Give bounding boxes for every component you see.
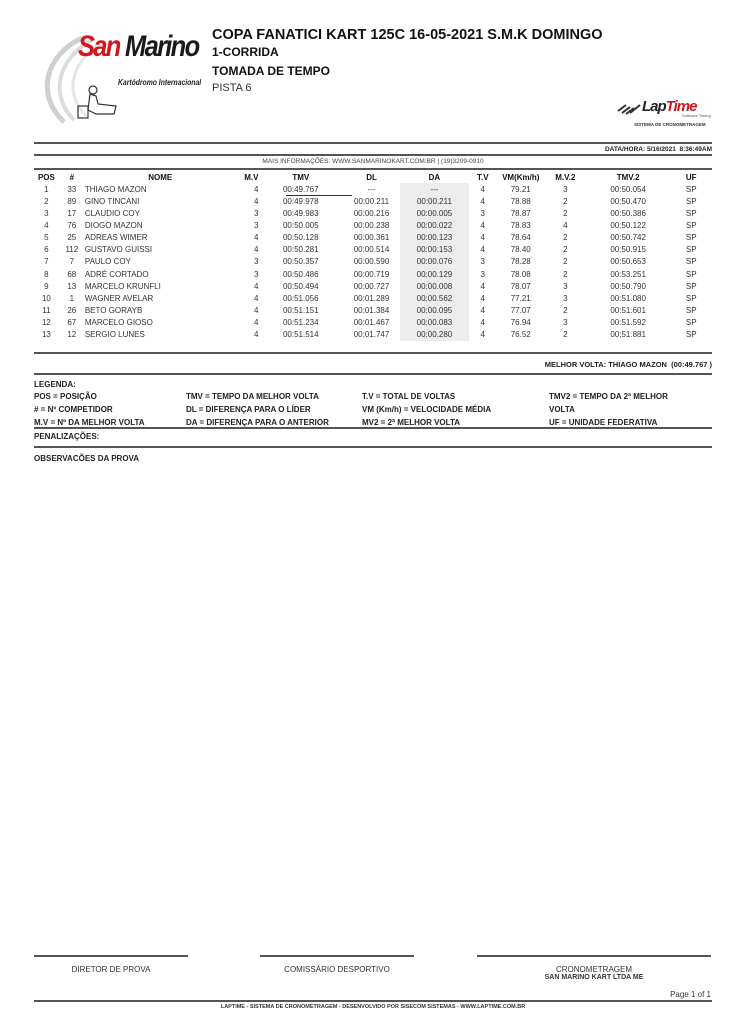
director-label: DIRETOR DE PROVA <box>71 965 151 974</box>
legend-item: M.V = Nº DA MELHOR VOLTA <box>34 418 145 427</box>
cell-mv: 4 <box>253 245 259 255</box>
col-name: NOME <box>148 173 173 182</box>
cell-mv2: 3 <box>563 184 568 194</box>
cell-name: PAULO COY <box>84 257 131 267</box>
cell-pos: 8 <box>44 269 49 279</box>
cell-vm: 78.40 <box>510 245 531 255</box>
cell-vm: 78.88 <box>510 196 531 206</box>
cell-tv: 4 <box>480 330 485 340</box>
col-pos: POS <box>37 173 55 182</box>
cell-da: 00:00.008 <box>400 280 469 292</box>
legend-item: VOLTA <box>549 405 575 414</box>
cell-mv2: 2 <box>563 196 568 206</box>
cell-tv: 4 <box>480 293 485 303</box>
table-row <box>34 195 712 207</box>
cell-da: 00:00.022 <box>400 219 469 231</box>
cell-da: 00:00.129 <box>400 268 469 280</box>
cell-dl: 00:01.467 <box>353 318 390 328</box>
cell-uf: SP <box>685 257 697 267</box>
cell-da: 00:00.153 <box>400 244 469 256</box>
cell-number: 68 <box>67 269 77 279</box>
legend-title: LEGENDA: <box>34 380 76 389</box>
track-name: PISTA 6 <box>212 82 252 94</box>
cell-number: 67 <box>67 318 77 328</box>
legend-item: T.V = TOTAL DE VOLTAS <box>362 392 456 401</box>
cell-vm: 77.21 <box>510 293 531 303</box>
cell-tv: 4 <box>480 245 485 255</box>
event-title: COPA FANATICI KART 125C 16-05-2021 S.M.K DOMINGO <box>212 27 603 43</box>
cell-da: 00:00.005 <box>400 207 469 219</box>
best-lap: MELHOR VOLTA: THIAGO MAZON (00:49.767 ) <box>544 360 712 369</box>
cell-dl: 00:00.590 <box>353 257 390 267</box>
cell-mv2: 2 <box>563 208 568 218</box>
cell-tv: 3 <box>480 208 485 218</box>
cell-tmv2: 00:50.470 <box>610 196 646 206</box>
cell-number: 25 <box>67 233 77 243</box>
cell-pos: 5 <box>44 233 49 243</box>
report-datetime: DATA/HORA: 5/16/2021 8:36:49AM <box>604 146 712 153</box>
laptime-system-label: SISTEMA DE CRONOMETRAGEM <box>634 122 706 127</box>
legend-item: MV2 = 2ª MELHOR VOLTA <box>362 418 461 427</box>
cell-uf: SP <box>685 269 697 279</box>
cell-mv: 3 <box>253 257 259 267</box>
cell-number: 17 <box>67 208 77 218</box>
cell-dl: 00:00.216 <box>353 208 390 218</box>
divider <box>34 168 712 170</box>
cell-tmv: 00:49.978 <box>282 196 319 206</box>
cell-da: 00:00.076 <box>400 256 469 268</box>
divider <box>34 427 712 429</box>
cell-uf: SP <box>685 196 697 206</box>
cell-number: 7 <box>69 257 75 267</box>
legend-item: UF = UNIDADE FEDERATIVA <box>549 418 658 427</box>
cell-tmv: 00:49.767 <box>282 184 319 194</box>
cell-tv: 4 <box>480 184 485 194</box>
cell-number: 13 <box>67 281 77 291</box>
col-number: # <box>69 173 75 182</box>
signature-line-timing <box>477 955 711 957</box>
divider <box>34 1000 712 1002</box>
cell-uf: SP <box>685 245 697 255</box>
observations-label: OBSERVACÕES DA PROVA <box>34 454 140 463</box>
cell-uf: SP <box>685 330 697 340</box>
cell-uf: SP <box>685 293 697 303</box>
cell-mv2: 3 <box>563 281 568 291</box>
table-row <box>34 207 712 219</box>
table-row <box>34 292 712 304</box>
cell-da: --- <box>400 183 469 195</box>
cell-vm: 78.28 <box>510 257 531 267</box>
cell-uf: SP <box>685 318 697 328</box>
cell-mv2: 3 <box>563 318 568 328</box>
col-uf: UF <box>685 173 697 182</box>
cell-number: 26 <box>67 305 77 315</box>
cell-name: GUSTAVO GUISSI <box>84 245 153 255</box>
cell-da: 00:00.095 <box>400 304 469 316</box>
cell-pos: 1 <box>44 184 49 194</box>
col-dl: DL <box>366 173 377 182</box>
divider <box>34 142 712 144</box>
cell-mv: 4 <box>253 305 259 315</box>
cell-tmv2: 00:50.054 <box>610 184 646 194</box>
cell-tv: 4 <box>480 318 485 328</box>
cell-uf: SP <box>685 281 697 291</box>
cell-dl: 00:01.747 <box>353 330 390 340</box>
cell-name: GINO TINCANI <box>84 196 140 206</box>
cell-dl: 00:00.211 <box>354 196 390 206</box>
cell-da: 00:00.562 <box>400 292 469 304</box>
cell-tmv2: 00:50.790 <box>610 281 646 291</box>
cell-tmv: 00:50.486 <box>282 269 319 279</box>
cell-tmv2: 00:50.653 <box>610 257 646 267</box>
cell-name: MARCELO KRUNFLI <box>84 281 161 291</box>
cell-tmv2: 00:50.386 <box>610 208 646 218</box>
table-row <box>34 256 712 268</box>
cell-dl: 00:00.719 <box>353 269 390 279</box>
cell-dl: 00:00.514 <box>353 245 390 255</box>
san-marino-logo <box>34 26 214 126</box>
cell-name: CLAUDIO COY <box>84 208 140 218</box>
col-mv2: M.V.2 <box>555 173 576 182</box>
cell-vm: 78.87 <box>510 208 531 218</box>
cell-tmv2: 00:50.742 <box>610 233 646 243</box>
table-row <box>34 280 712 292</box>
cell-tv: 3 <box>480 269 485 279</box>
cell-mv: 4 <box>253 330 259 340</box>
cell-name: ADREAS WIMER <box>84 233 148 243</box>
cell-tv: 3 <box>480 257 485 267</box>
legend-item: # = Nº COMPETIDOR <box>34 405 113 414</box>
cell-number: 1 <box>69 293 75 303</box>
cell-dl: 00:00.238 <box>353 220 390 230</box>
results-table <box>34 172 712 341</box>
cell-uf: SP <box>685 184 697 194</box>
session-type: TOMADA DE TEMPO <box>212 64 331 78</box>
cell-uf: SP <box>685 305 697 315</box>
cell-mv2: 2 <box>563 233 568 243</box>
table-row <box>34 317 712 329</box>
cell-tv: 4 <box>480 281 485 291</box>
table-row <box>34 329 712 341</box>
laptime-tagline: Software Timing <box>682 113 711 118</box>
cell-dl: 00:00.361 <box>353 233 390 243</box>
cell-tv: 4 <box>480 196 485 206</box>
cell-pos: 13 <box>41 330 51 340</box>
table-row <box>34 232 712 244</box>
cell-name: THIAGO MAZON <box>84 184 147 194</box>
divider <box>34 352 712 354</box>
cell-da: 00:00.280 <box>400 329 469 341</box>
cell-uf: SP <box>685 208 697 218</box>
cell-vm: 76.94 <box>510 318 531 328</box>
col-mv: M.V <box>244 173 259 182</box>
col-tmv: TMV <box>292 173 310 182</box>
cell-da: 00:00.083 <box>400 317 469 329</box>
cell-mv: 4 <box>253 293 259 303</box>
cell-mv: 3 <box>253 208 259 218</box>
cell-tmv: 00:50.128 <box>282 233 319 243</box>
cell-tmv: 00:51.234 <box>282 318 319 328</box>
table-row <box>34 183 712 195</box>
cell-number: 33 <box>67 184 77 194</box>
cell-tmv: 00:51.151 <box>282 305 319 315</box>
cell-number: 89 <box>67 196 77 206</box>
cell-pos: 2 <box>44 196 49 206</box>
table-row <box>34 244 712 256</box>
cell-name: DIOGO MAZON <box>84 220 143 230</box>
cell-tmv: 00:51.514 <box>282 330 319 340</box>
cell-tmv: 00:51.056 <box>282 293 319 303</box>
logo-text-red: San <box>78 30 126 63</box>
commissioner-label: COMISSÁRIO DESPORTIVO <box>284 965 390 974</box>
legend-item: TMV = TEMPO DA MELHOR VOLTA <box>186 392 319 401</box>
legend-item: DA = DIFERENÇA PARA O ANTERIOR <box>186 418 329 427</box>
cell-mv2: 3 <box>563 293 568 303</box>
laptime-wordmark: LapTime <box>642 98 697 115</box>
cell-number: 112 <box>65 245 79 255</box>
cell-dl: 00:00.727 <box>353 281 390 291</box>
cell-pos: 9 <box>44 281 49 291</box>
laptime-logo <box>616 98 714 132</box>
col-da: DA <box>428 173 441 182</box>
col-tmv2: TMV.2 <box>616 173 640 182</box>
legend-item: VM (Km/h) = VELOCIDADE MÉDIA <box>362 405 492 414</box>
cell-tmv2: 00:51.592 <box>610 318 646 328</box>
cell-mv: 4 <box>253 233 259 243</box>
timing-label: CRONOMETRAGEM <box>556 965 632 974</box>
cell-tmv2: 00:53.251 <box>610 269 646 279</box>
cell-pos: 3 <box>44 208 49 218</box>
cell-mv2: 2 <box>563 245 568 255</box>
cell-pos: 4 <box>44 220 49 230</box>
cell-da: 00:00.123 <box>400 232 469 244</box>
cell-mv2: 2 <box>563 257 568 267</box>
col-vm: VM(Km/h) <box>502 173 540 182</box>
signature-line-director <box>34 955 188 957</box>
race-subtitle: 1-CORRIDA <box>212 45 279 59</box>
cell-tmv: 00:50.005 <box>282 220 319 230</box>
cell-dl: 00:01.289 <box>353 293 390 303</box>
cell-uf: SP <box>685 220 697 230</box>
table-header-row <box>34 172 712 183</box>
cell-pos: 7 <box>44 257 49 267</box>
cell-vm: 78.08 <box>510 269 531 279</box>
cell-tmv: 00:50.494 <box>282 281 319 291</box>
cell-uf: SP <box>685 233 697 243</box>
footer-credits: LAPTIME - SISTEMA DE CRONOMETRAGEM - DESENVOLVIDO POR SISECOM SISTEMAS - WWW.LAPTIME.COM.BR <box>220 1004 526 1010</box>
timing-company: SAN MARINO KART LTDA ME <box>544 974 644 981</box>
cell-name: WAGNER AVELAR <box>84 293 154 303</box>
more-info: MAIS INFORMAÇÕES: WWW.SANMARINOKART.COM.BR | (19)3209-0910 <box>262 158 484 165</box>
table-row <box>34 268 712 280</box>
cell-name: BETO GORAYB <box>84 305 143 315</box>
cell-mv: 4 <box>253 196 259 206</box>
page-number: Page 1 of 1 <box>670 990 711 999</box>
table-row <box>34 304 712 316</box>
table-row <box>34 219 712 231</box>
penalties-label: PENALIZAÇÕES: <box>34 432 100 441</box>
cell-vm: 78.83 <box>510 220 531 230</box>
cell-mv: 4 <box>253 184 259 194</box>
signature-line-commissioner <box>260 955 414 957</box>
cell-mv2: 4 <box>563 220 568 230</box>
cell-tmv: 00:50.357 <box>282 257 319 267</box>
divider <box>34 154 712 156</box>
legend-item: DL = DIFERENÇA PARA O LÍDER <box>186 405 311 414</box>
cell-mv2: 2 <box>563 330 568 340</box>
cell-tmv2: 00:51.080 <box>610 293 646 303</box>
cell-name: MARCELO GIOSO <box>84 318 153 328</box>
cell-name: SERGIO LUNES <box>84 330 145 340</box>
divider <box>34 373 712 375</box>
logo-subtitle: Kartódromo Internacional <box>118 78 202 87</box>
cell-mv: 3 <box>253 220 259 230</box>
cell-vm: 76.52 <box>510 330 531 340</box>
cell-tmv2: 00:51.881 <box>610 330 646 340</box>
cell-vm: 78.64 <box>510 233 531 243</box>
cell-number: 76 <box>67 220 77 230</box>
cell-vm: 78.07 <box>510 281 531 291</box>
cell-vm: 77.07 <box>510 305 531 315</box>
legend-item: TMV2 = TEMPO DA 2ª MELHOR <box>549 392 668 401</box>
cell-tmv: 00:49.983 <box>282 208 319 218</box>
cell-number: 12 <box>67 330 77 340</box>
cell-dl: 00:01.384 <box>353 305 390 315</box>
cell-tmv2: 00:50.915 <box>610 245 646 255</box>
cell-name: ADRÉ CORTADO <box>84 269 149 279</box>
cell-pos: 12 <box>41 318 51 328</box>
divider <box>34 446 712 448</box>
logo-text <box>78 30 198 64</box>
cell-vm: 79.21 <box>510 184 531 194</box>
cell-mv: 4 <box>253 281 259 291</box>
legend-item: POS = POSIÇÃO <box>34 392 97 401</box>
cell-dl: --- <box>367 184 376 194</box>
cell-tmv2: 00:51.601 <box>610 305 646 315</box>
cell-mv2: 2 <box>563 269 568 279</box>
cell-tmv2: 00:50.122 <box>610 220 646 230</box>
cell-pos: 10 <box>41 293 51 303</box>
cell-mv: 3 <box>253 269 259 279</box>
cell-tmv: 00:50.281 <box>282 245 319 255</box>
cell-mv2: 2 <box>563 305 568 315</box>
checkered-flag-icon <box>616 101 644 115</box>
logo-text-dark: Marino <box>125 30 199 63</box>
cell-pos: 11 <box>42 305 51 315</box>
cell-pos: 6 <box>44 245 49 255</box>
cell-tv: 4 <box>480 233 485 243</box>
cell-da: 00:00.211 <box>400 195 469 207</box>
cell-mv: 4 <box>253 318 259 328</box>
cell-tv: 4 <box>480 305 485 315</box>
tmv-underline <box>286 195 352 196</box>
cell-tv: 4 <box>480 220 485 230</box>
col-tv: T.V <box>476 173 489 182</box>
